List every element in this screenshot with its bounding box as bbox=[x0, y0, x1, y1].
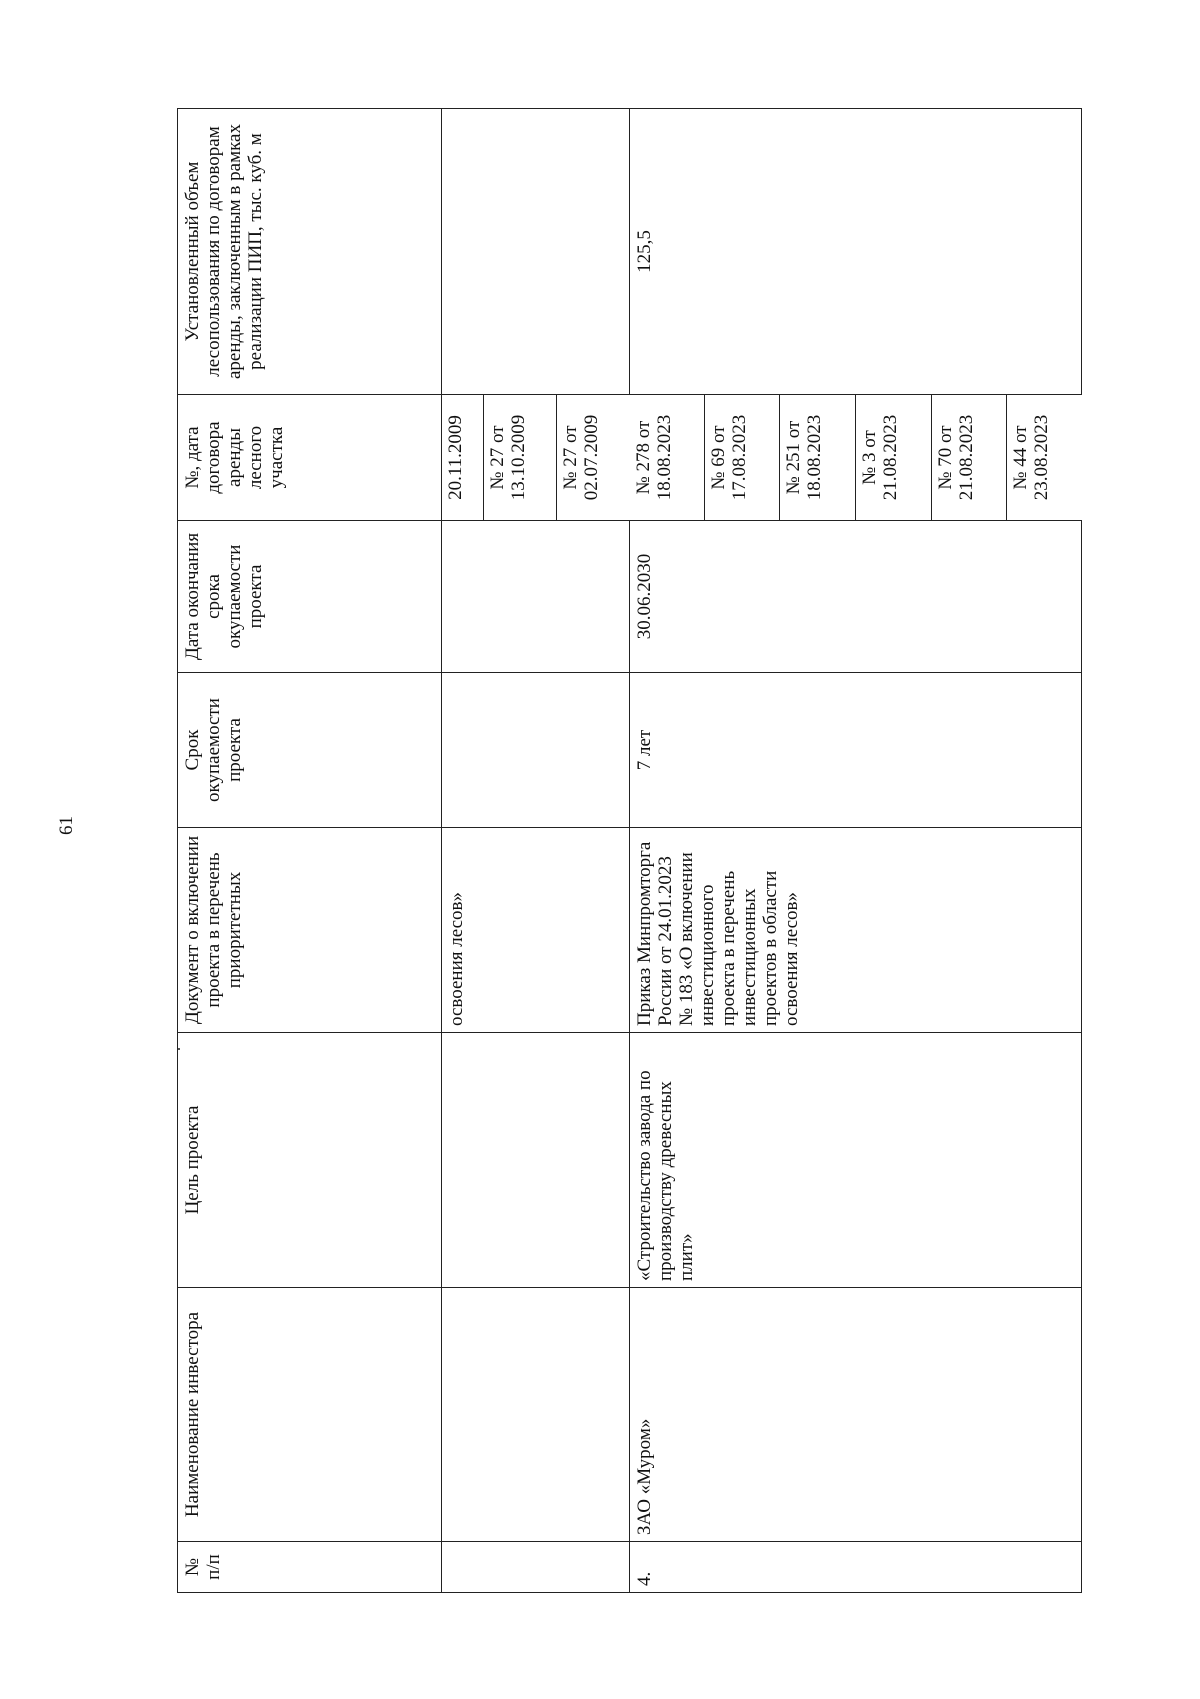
investment-projects-table bbox=[177, 108, 1082, 1593]
cell-volume bbox=[442, 109, 630, 395]
cell-investor: ЗАО «Муром» bbox=[630, 1288, 1082, 1542]
table-row-4 bbox=[630, 109, 1082, 1593]
cell-payback-period: 7 лет bbox=[630, 673, 1082, 828]
cell-contracts bbox=[630, 395, 1082, 521]
cell-document: Приказ Минпромторга России от 24.01.2023 № 183 «О включении инвестиционного проекта в перечень инвестиционных проектов в области освоения лесов» bbox=[630, 828, 1082, 1033]
header-investor: Наименование инвестора bbox=[178, 1288, 442, 1542]
cell-goal bbox=[442, 1033, 630, 1288]
header-payback-period: Срок окупаемости проекта bbox=[178, 673, 442, 828]
cell-payback-end: 30.06.2030 bbox=[630, 521, 1082, 673]
cell-contracts bbox=[442, 395, 630, 521]
header-contract: №, дата договора аренды лесного участка bbox=[178, 395, 442, 521]
contract-entry: № 69 от 17.08.2023 bbox=[704, 395, 780, 520]
contract-entry: № 70 от 21.08.2023 bbox=[931, 395, 1007, 520]
contract-entry: 20.11.2009 bbox=[442, 395, 483, 520]
contract-entry: № 27 от 02.07.2009 bbox=[557, 395, 630, 520]
contracts-subtable bbox=[442, 395, 630, 520]
header-row bbox=[178, 109, 442, 1593]
table-row-continued bbox=[442, 109, 630, 1593]
contract-entry: № 3 от 21.08.2023 bbox=[855, 395, 931, 520]
header-payback-end: Дата окончания срока окупаемости проекта bbox=[178, 521, 442, 673]
header-volume: Установленный объем лесопользования по договорам аренды, заключенным в рамках реализации ПИП, тыс. куб. м bbox=[178, 109, 442, 395]
rotated-table-wrapper bbox=[177, 109, 1081, 1593]
contract-entry: № 44 от 23.08.2023 bbox=[1007, 395, 1082, 520]
header-goal: Цель проекта bbox=[178, 1033, 442, 1288]
cell-investor bbox=[442, 1288, 630, 1542]
contract-entry: № 251 от 18.08.2023 bbox=[780, 395, 856, 520]
contract-entry: № 27 от 13.10.2009 bbox=[483, 395, 557, 520]
cell-goal: «Строительство завода по производству древесных плит» bbox=[630, 1033, 1082, 1288]
cell-volume: 125,5 bbox=[630, 109, 1082, 395]
cell-payback-period bbox=[442, 673, 630, 828]
header-document: Документ о включении проекта в перечень приоритетных bbox=[178, 828, 442, 1033]
cell-payback-end bbox=[442, 521, 630, 673]
contracts-subtable bbox=[630, 395, 1082, 520]
page-number: 61 bbox=[56, 816, 77, 835]
header-num: № п/п bbox=[178, 1542, 442, 1593]
cell-num: 4. bbox=[630, 1542, 1082, 1593]
cell-num bbox=[442, 1542, 630, 1593]
cell-document: освоения лесов» bbox=[442, 828, 630, 1033]
contract-entry: № 278 от 18.08.2023 bbox=[630, 395, 705, 520]
